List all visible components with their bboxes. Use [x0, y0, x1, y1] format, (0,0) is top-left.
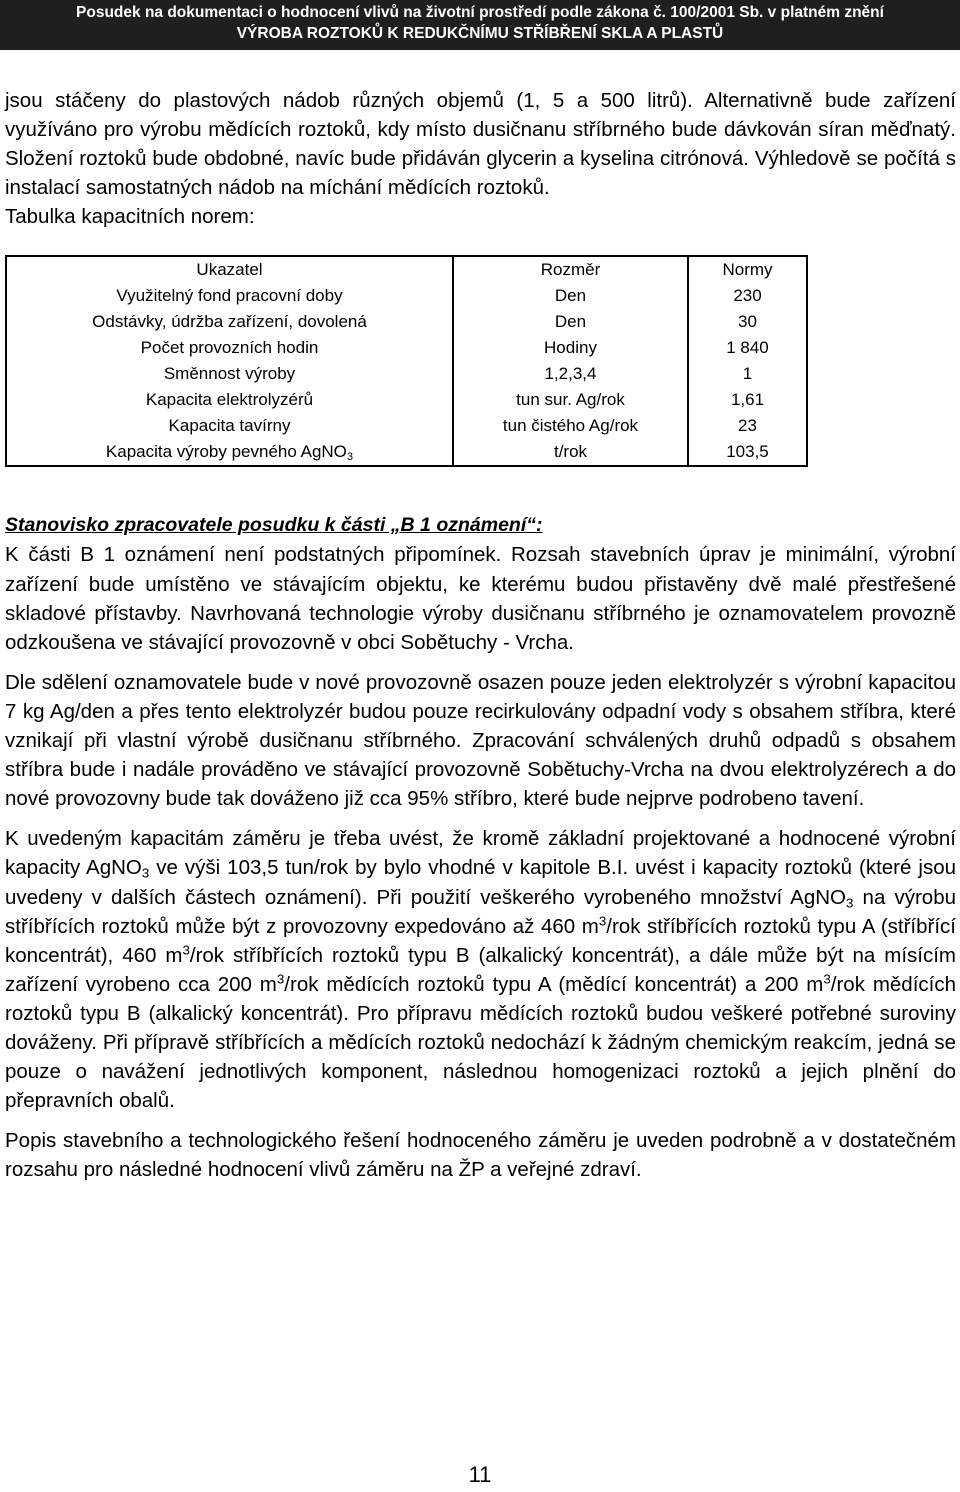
table-cell: Využitelný fond pracovní doby — [6, 283, 453, 309]
table-cell-text: Kapacita výroby pevného AgNO — [105, 442, 347, 462]
text-run: /rok stříbřících roztoků typu A (stříbřící koncentrát), 460 m — [5, 914, 957, 967]
superscript: 3 — [182, 942, 190, 958]
table-cell: Kapacita elektrolyzérů — [6, 387, 453, 413]
table-cell: 30 — [688, 309, 807, 335]
table-cell: tun čistého Ag/rok — [453, 413, 688, 439]
table-cell: tun sur. Ag/rok — [453, 387, 688, 413]
text-run: ve výši 103,5 tun/rok by bylo vhodné v kapitole B.I. uvést i kapacity roztoků (které jsou uvedeny v dalších částech oznámení). Při použití veškerého vyrobeného množství AgNO — [5, 856, 956, 909]
table-cell: 103,5 — [688, 439, 807, 466]
table-cell: 1,61 — [688, 387, 807, 413]
table-row — [6, 283, 807, 309]
header-subtitle-line: VÝROBA ROZTOKŮ K REDUKČNÍMU STŘÍBŘENÍ SKLA A PLASTŮ — [236, 25, 724, 42]
subscript: 3 — [846, 894, 854, 910]
text-run: /rok mědících roztoků typu A (mědící koncentrát) a 200 m — [284, 972, 824, 996]
header-title-line: Posudek na dokumentaci o hodnocení vlivů na životní prostředí podle zákona č. 100/2001 Sb. v platném znění — [76, 4, 884, 21]
table-row — [6, 413, 807, 439]
superscript: 3 — [598, 913, 607, 929]
table-row — [6, 335, 807, 361]
intro-paragraph: jsou stáčeny do plastových nádob různých objemů (1, 5 a 500 litrů). Alternativně bude zařízení využíváno pro výrobu mědících roztoků, kdy místo dusičnanu stříbrného bude dávkován síran měďnatý. Složení roztoků bude obdobné, navíc bude přidáván glycerin a kyselina citrónová. Výhledově se počítá s instalací samostatných nádob na míchání mědících roztoků. — [5, 89, 956, 200]
superscript: 3 — [276, 971, 285, 987]
table-cell: Den — [453, 309, 688, 335]
page-number: 11 — [468, 1462, 492, 1487]
text-run: /rok mědících roztoků typu B (alkalický koncentrát). Pro přípravu mědících roztoků budou veškeré potřebné suroviny dováženy. Při přípravě stříbřících a mědících roztoků nedochází k žádným chemickým reakcím, jedná se pouze o navážení jednotlivých komponent, následnou homogenizaci roztoků a jejich plnění do přepravních obalů. — [5, 972, 956, 1113]
paragraph-2: Dle sdělení oznamovatele bude v nové provozovně osazen pouze jeden elektrolyzér s výrobní kapacitou 7 kg Ag/den a přes tento elektrolyzér budou pouze recirkulovány odpadní vody s obsahem stříbra, které vznikají při vlastní výrobě dusičnanu stříbrného. Zpracování schválených druhů odpadů s obsahem stříbra bude i nadále prováděno ve stávající provozovně Sobětuchy-Vrcha na dvou elektrolyzérech a do nové provozovny bude tak dováženo již cca 95% stříbro, které bude nejprve podrobeno tavení. — [5, 670, 956, 811]
table-cell: Počet provozních hodin — [6, 335, 453, 361]
table-cell: Kapacita tavírny — [6, 413, 453, 439]
table-header-cell: Rozměr — [453, 256, 688, 283]
table-cell: Odstávky, údržba zařízení, dovolená — [6, 309, 453, 335]
table-row — [6, 309, 807, 335]
table-cell: Hodiny — [453, 335, 688, 361]
table-cell: 1 — [688, 361, 807, 387]
document-header — [0, 0, 960, 50]
table-cell — [6, 439, 453, 466]
section-heading: Stanovisko zpracovatele posudku k části „B 1 oznámení“: — [5, 514, 543, 537]
paragraph-4: Popis stavebního a technologického řešení hodnoceného záměru je uveden podrobně a v dostatečném rozsahu pro následné hodnocení vlivů záměru na ŽP a veřejné zdraví. — [5, 1129, 956, 1182]
text-run: na výrobu stříbřících roztoků může být z provozovny expedováno až 460 m — [5, 885, 956, 938]
page-content — [5, 86, 956, 1184]
table-row — [6, 439, 807, 466]
text-run: /rok stříbřících roztoků typu B (alkalický koncentrát), a dále může být na mísícím zařízení vyrobeno cca 200 m — [5, 943, 956, 996]
table-cell: 1 840 — [688, 335, 807, 361]
superscript: 3 — [823, 971, 831, 987]
table-header-cell: Ukazatel — [6, 256, 453, 283]
capacity-table — [5, 255, 808, 467]
table-row — [6, 361, 807, 387]
table-cell: Den — [453, 283, 688, 309]
table-caption: Tabulka kapacitních norem: — [5, 205, 255, 229]
subscript: 3 — [141, 865, 150, 881]
paragraph-3 — [5, 824, 956, 1115]
table-cell: 1,2,3,4 — [453, 361, 688, 387]
table-header-cell: Normy — [688, 256, 807, 283]
table-cell: t/rok — [453, 439, 688, 466]
subscript: 3 — [346, 451, 354, 464]
table-cell: 23 — [688, 413, 807, 439]
text-run: K uvedeným kapacitám záměru je třeba uvést, že kromě základní projektované a hodnocené výrobní kapacity AgNO — [5, 827, 956, 880]
table-row — [6, 387, 807, 413]
table-cell: 230 — [688, 283, 807, 309]
table-header-row — [6, 256, 807, 283]
paragraph-1: K části B 1 oznámení není podstatných připomínek. Rozsah stavebních úprav je minimální, výrobní zařízení bude umístěno ve stávajícím objektu, ke kterému budou přistavěny dvě malé přestřešené skladové přístavby. Navrhovaná technologie výroby dusičnanu stříbrného je oznamovatelem provozně odzkoušena ve stávající provozovně v obci Sobětuchy - Vrcha. — [5, 543, 956, 654]
table-cell: Směnnost výroby — [6, 361, 453, 387]
